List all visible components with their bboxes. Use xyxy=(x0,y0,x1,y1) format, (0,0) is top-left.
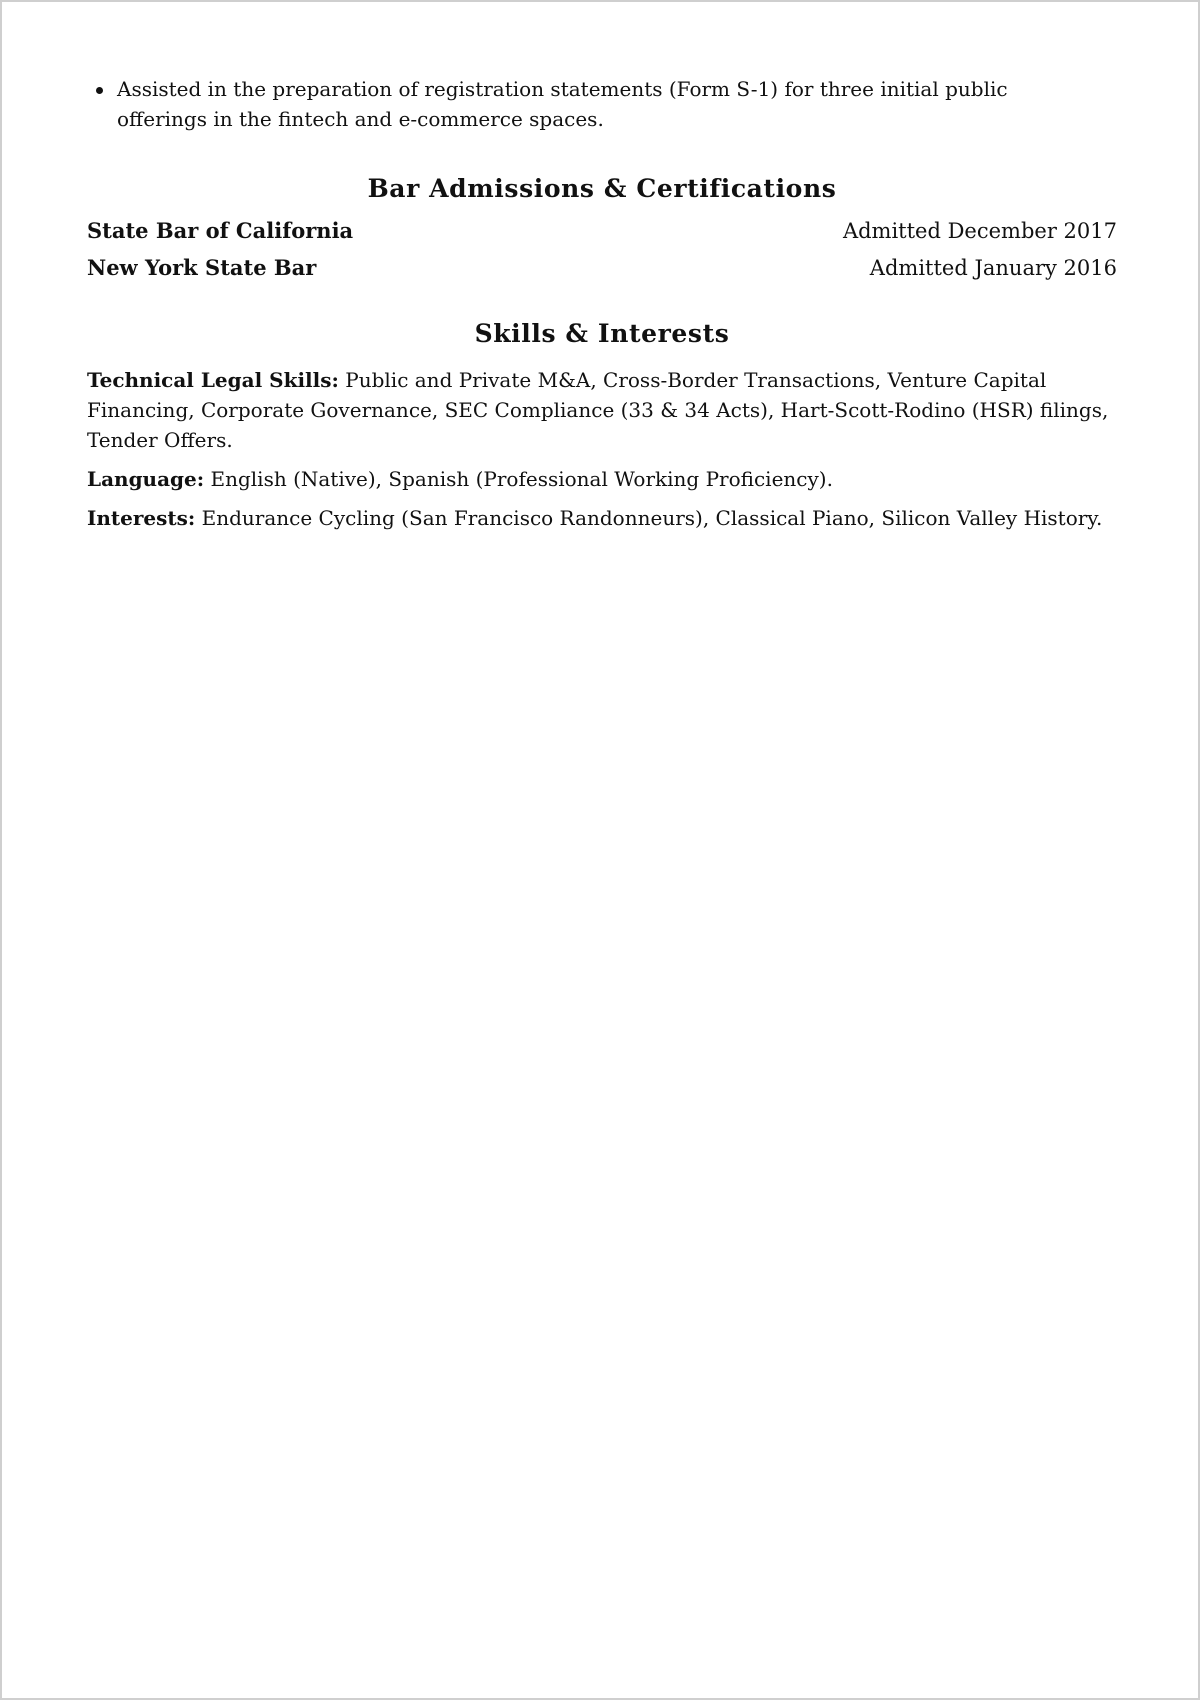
bar-admission-name: New York State Bar xyxy=(87,255,317,280)
skill-label: Interests: xyxy=(87,506,196,530)
skill-text: Endurance Cycling (San Francisco Randonneurs), Classical Piano, Silicon Valley History. xyxy=(201,506,1103,530)
skills-list xyxy=(87,365,1117,533)
bar-admission-row xyxy=(87,216,1117,246)
skills-interests-heading: Skills & Interests xyxy=(474,319,730,348)
bar-admission-name: State Bar of California xyxy=(87,218,354,243)
experience-bullet xyxy=(117,74,1117,134)
experience-bullet-list xyxy=(87,74,1117,134)
bar-admission-date: Admitted January 2016 xyxy=(869,256,1117,280)
bar-admission-row xyxy=(87,253,1117,283)
bar-admissions-heading: Bar Admissions & Certifications xyxy=(367,174,837,203)
skill-text: Public and Private M&A, Cross-Border Transactions, Venture Capital Financing, Corporate Governance, SEC Compliance (33 & 34 Acts), Hart-Scott-Rodino (HSR) filings, Tender Offers. xyxy=(87,368,1109,452)
skill-label: Language: xyxy=(87,467,205,491)
skill-line-language xyxy=(87,464,1117,494)
bar-admissions-list xyxy=(87,216,1117,283)
skill-text: English (Native), Spanish (Professional Working Proficiency). xyxy=(210,467,833,491)
resume-content xyxy=(87,74,1117,533)
skill-label: Technical Legal Skills: xyxy=(87,368,339,392)
experience-bullet-text: Assisted in the preparation of registration statements (Form S-1) for three initial public offerings in the fintech and e-commerce spaces. xyxy=(117,77,1008,131)
bullet-dot-icon xyxy=(96,87,103,94)
bar-admission-date: Admitted December 2017 xyxy=(842,219,1117,243)
skill-line-interests xyxy=(87,503,1117,533)
skill-line-technical xyxy=(87,365,1117,455)
